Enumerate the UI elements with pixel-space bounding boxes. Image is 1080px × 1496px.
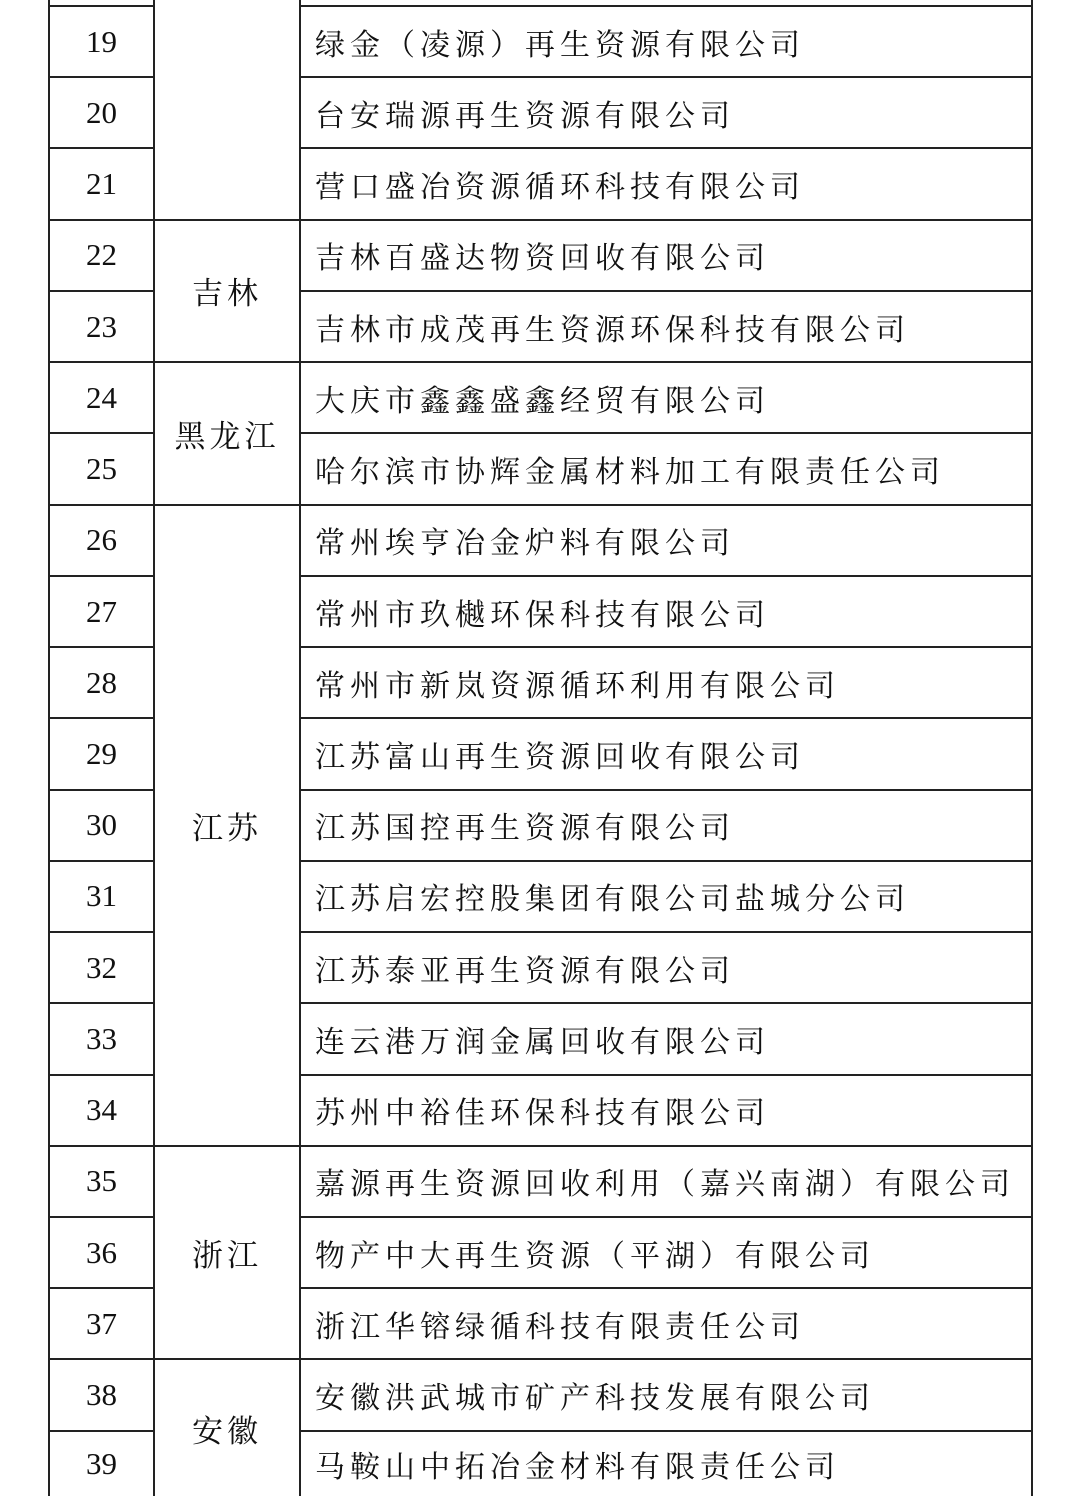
province-cell-zhejiang: 浙江 — [154, 1146, 300, 1360]
company-cell: 连云港万润金属回收有限公司 — [300, 1003, 1032, 1074]
company-cell: 安徽洪武城市矿产科技发展有限公司 — [300, 1359, 1032, 1430]
index-cell: 25 — [49, 433, 154, 504]
index-cell: 33 — [49, 1003, 154, 1074]
index-cell: 24 — [49, 362, 154, 433]
index-cell: 38 — [49, 1359, 154, 1430]
company-cell: 常州市玖樾环保科技有限公司 — [300, 576, 1032, 647]
index-cell: 21 — [49, 148, 154, 219]
index-cell: 26 — [49, 505, 154, 576]
index-cell: 22 — [49, 220, 154, 291]
table-row — [49, 505, 1032, 576]
company-cell: 绿金（凌源）再生资源有限公司 — [300, 6, 1032, 77]
company-cell: 苏州中裕佳环保科技有限公司 — [300, 1075, 1032, 1146]
table-row — [49, 220, 1032, 291]
index-cell: 28 — [49, 647, 154, 718]
company-cell: 江苏富山再生资源回收有限公司 — [300, 718, 1032, 789]
index-cell: 34 — [49, 1075, 154, 1146]
index-cell: 23 — [49, 291, 154, 362]
company-cell: 常州埃亨冶金炉料有限公司 — [300, 505, 1032, 576]
table-row — [49, 1359, 1032, 1430]
company-cell: 吉林百盛达物资回收有限公司 — [300, 220, 1032, 291]
company-cell: 大庆市鑫鑫盛鑫经贸有限公司 — [300, 362, 1032, 433]
index-cell: 36 — [49, 1217, 154, 1288]
index-cell: 39 — [49, 1431, 154, 1496]
province-cell-jilin: 吉林 — [154, 220, 300, 362]
table-row — [49, 362, 1032, 433]
company-cell: 江苏国控再生资源有限公司 — [300, 790, 1032, 861]
province-cell-continued — [154, 0, 300, 220]
company-cell: 台安瑞源再生资源有限公司 — [300, 77, 1032, 148]
index-cell: 20 — [49, 77, 154, 148]
index-cell: 30 — [49, 790, 154, 861]
index-cell: 32 — [49, 932, 154, 1003]
table-row — [49, 1146, 1032, 1217]
company-cell: 嘉源再生资源回收利用（嘉兴南湖）有限公司 — [300, 1146, 1032, 1217]
company-list-table — [48, 0, 1033, 1496]
company-cell: 常州市新岚资源循环利用有限公司 — [300, 647, 1032, 718]
company-cell: 马鞍山中拓冶金材料有限责任公司 — [300, 1431, 1032, 1496]
index-cell: 29 — [49, 718, 154, 789]
company-cell: 营口盛冶资源循环科技有限公司 — [300, 148, 1032, 219]
index-cell: 37 — [49, 1288, 154, 1359]
index-cell: 31 — [49, 861, 154, 932]
province-cell-jiangsu: 江苏 — [154, 505, 300, 1146]
index-cell: 19 — [49, 6, 154, 77]
company-cell: 江苏泰亚再生资源有限公司 — [300, 932, 1032, 1003]
index-cell: 35 — [49, 1146, 154, 1217]
province-cell-heilongjiang: 黑龙江 — [154, 362, 300, 504]
province-cell-anhui: 安徽 — [154, 1359, 300, 1496]
index-cell: 27 — [49, 576, 154, 647]
company-cell: 物产中大再生资源（平湖）有限公司 — [300, 1217, 1032, 1288]
company-cell: 江苏启宏控股集团有限公司盐城分公司 — [300, 861, 1032, 932]
company-cell: 哈尔滨市协辉金属材料加工有限责任公司 — [300, 433, 1032, 504]
company-cell: 吉林市成茂再生资源环保科技有限公司 — [300, 291, 1032, 362]
company-cell: 浙江华镕绿循科技有限责任公司 — [300, 1288, 1032, 1359]
